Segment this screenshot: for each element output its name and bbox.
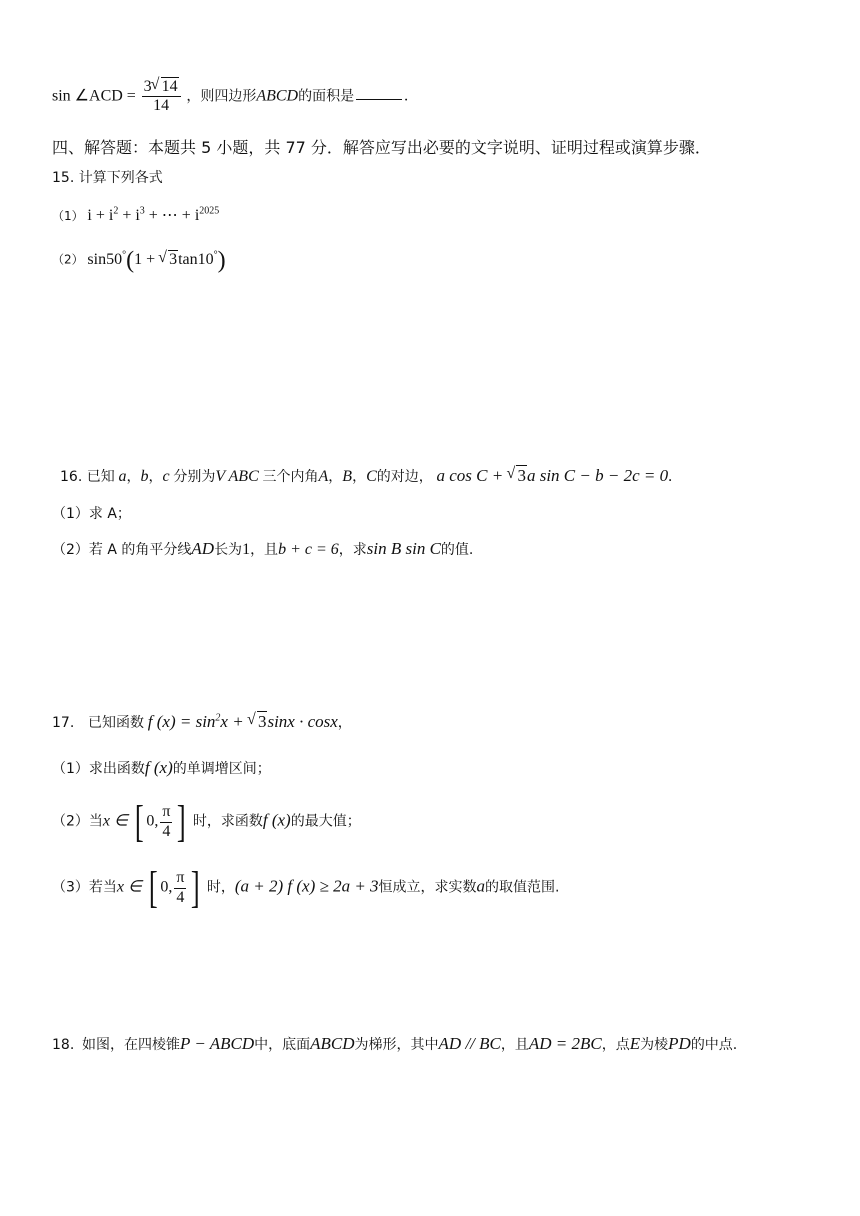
answer-blank — [356, 85, 402, 100]
section-heading: 四、解答题：本题共 5 小题，共 77 分．解答应写出必要的文字说明、证明过程或演算步骤． — [52, 138, 711, 157]
q16-stem: 16. 已知 a，b，c 分别为V ABC 三个内角A，B，C的对边， a cos C + √ 3a sin C − b − 2c = 0. — [60, 466, 672, 486]
fraction-pi-over-4: $\frac{\pi}{4}$ — [176, 869, 185, 906]
q17-part2: （2）当x ∈ [ 0, $\frac{\pi}{4}$ ] 时，求函数f (x)的最大值； — [52, 797, 361, 846]
previous-question-tail: sin ∠ACD = $\frac{3√ 14}{14}$ ，则四边形ABCD的面积是 . — [52, 78, 408, 116]
q15-part2: （2） sin50°(1 + √ 3tan10°) — [52, 248, 226, 272]
q18-stem: 18. 如图，在四棱锥P − ABCD中，底面ABCD为梯形，其中AD // BC，且AD = 2BC，点E为棱PD的中点. — [52, 1034, 738, 1053]
q16-equation: a cos C + √ 3a sin C − b − 2c = 0 — [436, 466, 668, 485]
fraction-pi-over-4: $\frac{\pi}{4}$ — [162, 803, 171, 840]
q17-function: f $(x) = \sin^2x$ + √ 3sinx · cosx — [148, 712, 338, 731]
triangle-abc: V ABC — [215, 468, 259, 485]
q15-part1: （1） $i + i^2 + i^3$ + ⋯ + $i^{2025}$ — [52, 205, 220, 224]
q15-part1-expr: $i + i^2 + i^3$ + ⋯ + $i^{2025}$ — [87, 205, 220, 224]
q16-part2: （2）若 A 的角平分线AD长为1，且b + c = 6，求sin B sin C的值. — [52, 539, 474, 558]
fraction-3sqrt14-over-14: $\frac{3√ 14}{14}$ — [142, 78, 181, 116]
q17-stem: 17. 已知函数 f $(x) = \sin^2x$ + √ 3sinx · cosx， — [52, 712, 352, 732]
sin-angle-acd: sin ∠ACD = — [52, 87, 136, 105]
q17-part1: （1）求出函数f (x)的单调增区间； — [52, 758, 271, 777]
q15-title: 15. 计算下列各式 — [52, 170, 163, 186]
q15-part2-expr: sin50°(1 + √ 3tan10°) — [87, 251, 225, 268]
q17-part3: （3）若当x ∈ [ 0, $\frac{\pi}{4}$ ] 时，(a + 2) f (x) ≥ 2a + 3恒成立，求实数a的取值范围. — [52, 863, 560, 912]
q16-part1: （1）求 A； — [52, 506, 131, 522]
